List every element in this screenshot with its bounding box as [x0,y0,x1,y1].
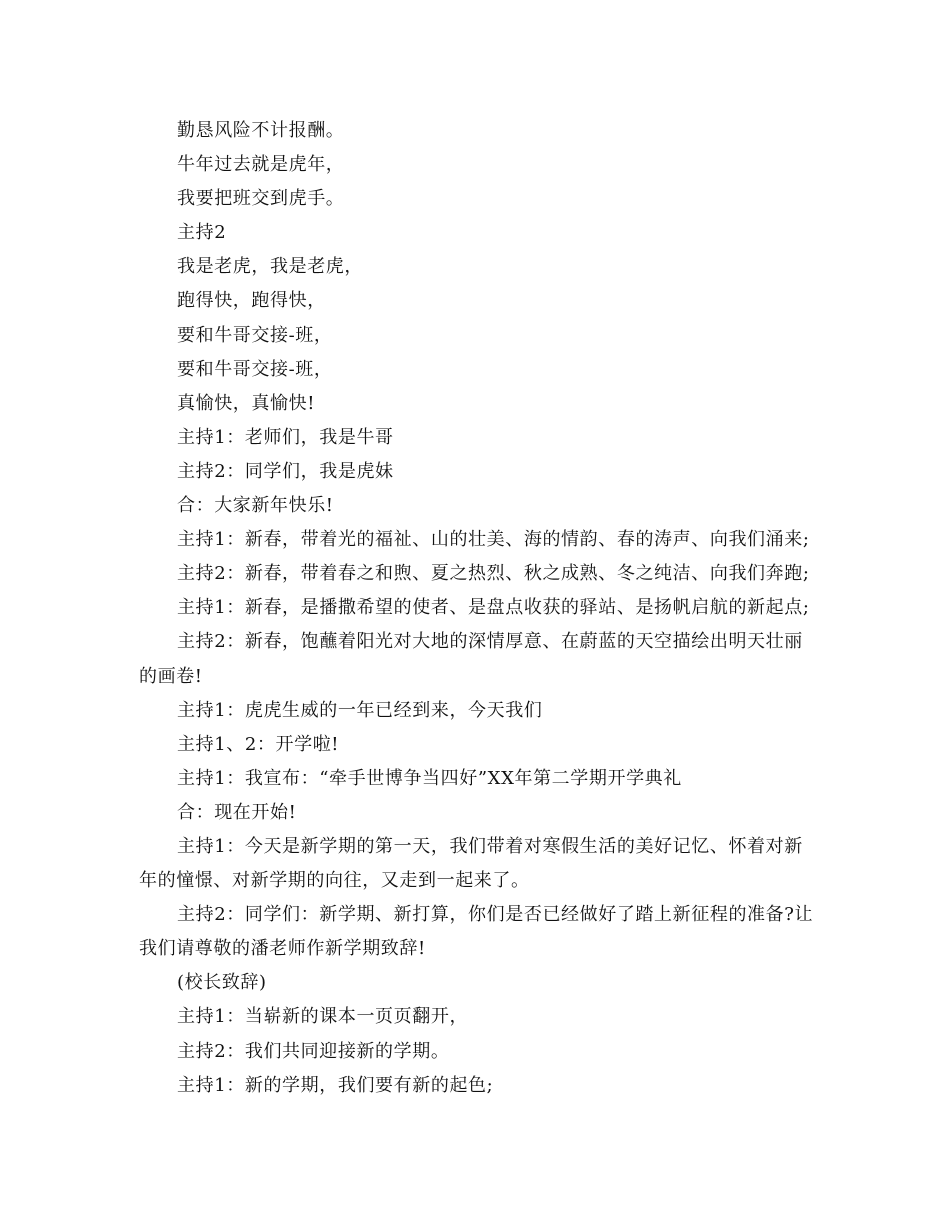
document-body [139,114,819,1103]
paragraph: 主持1：今天是新学期的第一天，我们带着对寒假生活的美好记忆、怀着对新年的憧憬、对新学期的向往，又走到一起来了。 [139,835,803,892]
paragraph: 主持1：我宣布：“牵手世博争当四好”XX年第二学期开学典礼 [177,767,682,789]
paragraph: 主持1：新的学期，我们要有新的起色; [177,1074,494,1096]
paragraph: 主持1：老师们，我是牛哥 [177,426,394,448]
paragraph: 我是老虎，我是老虎， [177,256,363,278]
paragraph: 主持1：新春，带着光的福祉、山的壮美、海的情韵、春的涛声、向我们涌来; [177,529,810,551]
paragraph: 主持1、2：开学啦! [177,733,340,755]
paragraph: 牛年过去就是虎年， [177,154,345,176]
paragraph: 主持2：新春，带着春之和煦、夏之热烈、秋之成熟、冬之纯洁、向我们奔跑; [177,563,810,585]
paragraph: 主持2：同学们，我是虎妹 [177,460,394,482]
paragraph: 要和牛哥交接-班， [177,358,333,380]
paragraph: 主持1：当崭新的课本一页页翻开， [177,1006,469,1028]
paragraph: 我要把班交到虎手。 [177,188,345,210]
paragraph: 跑得快，跑得快， [177,290,326,312]
paragraph: 主持2：我们共同迎接新的学期。 [177,1040,450,1062]
paragraph: 主持2 [177,222,227,244]
paragraph: 勤恳风险不计报酬。 [177,120,345,141]
paragraph: 主持1：新春，是播撒希望的使者、是盘点收获的驿站、是扬帆启航的新起点; [177,597,810,619]
paragraph: 合：大家新年快乐! [177,495,334,517]
paragraph: 主持2：新春，饱蘸着阳光对大地的深情厚意、在蔚蓝的天空描绘出明天壮丽的画卷! [139,631,803,687]
paragraph: 主持1：虎虎生威的一年已经到来，今天我们 [177,699,543,721]
paragraph: (校长致辞) [177,972,267,994]
paragraph: 真愉快，真愉快! [177,392,316,414]
paragraph: 要和牛哥交接-班， [177,324,333,346]
paragraph: 主持2：同学们：新学期、新打算，你们是否已经做好了踏上新征程的准备?让我们请尊敬的潘老师作新学期致辞! [139,904,814,960]
paragraph: 合：现在开始! [177,801,297,823]
